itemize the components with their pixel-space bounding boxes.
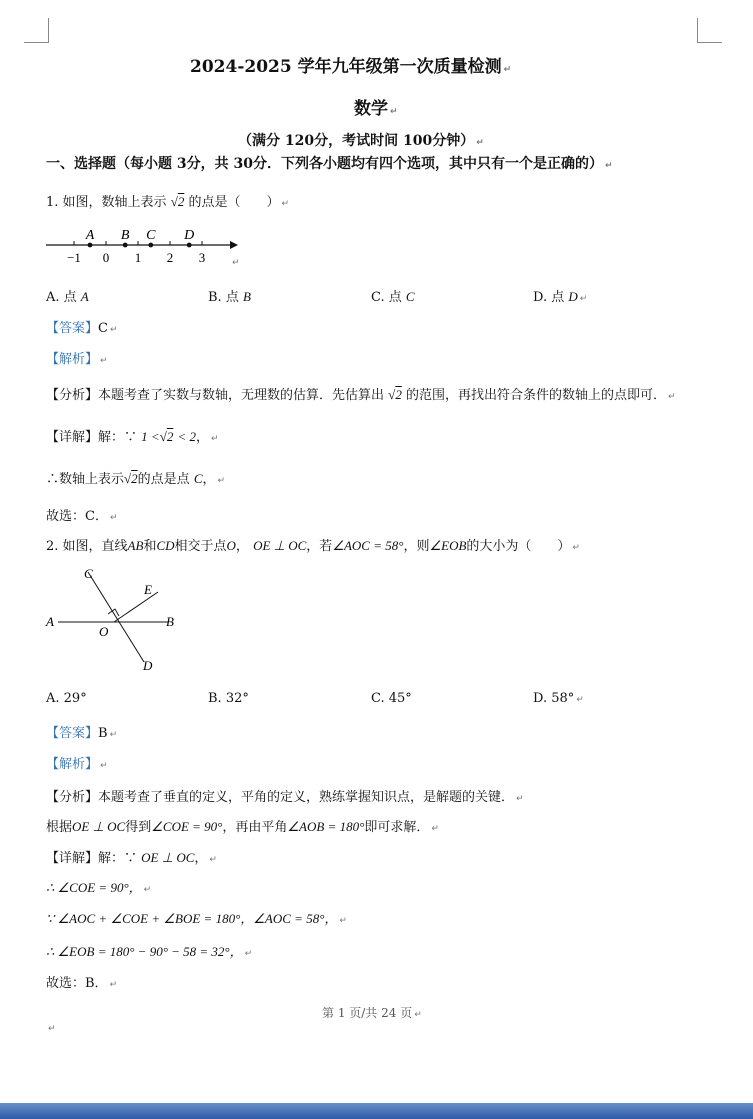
q1-option-d: D. 点 D ↵: [533, 289, 588, 305]
q2-step2: ∵ ∠AOC + ∠COE + ∠BOE = 180°，∠AOC = 58°， ↵: [46, 911, 347, 926]
tick-label: −1: [67, 250, 81, 265]
section-heading: 一、选择题（每小题 3分，共 30分．下列各小题均有四个选项，其中只有一个是正确的） ↵: [46, 156, 613, 172]
q2-option-d: D. 58° ↵: [533, 691, 584, 706]
q2-step1: ∴ ∠COE = 90°， ↵: [46, 880, 152, 895]
q1-conclusion: ∴数轴上表示√2的点是点 C， ↵: [46, 471, 226, 487]
exam-note: （满分 120分，考试时间 100分钟） ↵: [238, 133, 484, 149]
point-label-d: D: [184, 228, 195, 243]
q2-fenxi: 【分析】本题考查了垂直的定义，平角的定义，熟练掌握知识点，是解题的关键． ↵: [46, 790, 524, 805]
label-a: A: [46, 614, 54, 629]
point-label-b: B: [120, 228, 130, 243]
number-line-figure: [44, 224, 244, 270]
q1-fenxi: 【分析】本题考查了实数与数轴，无理数的估算．先估算出 √2 的范围，再找出符合条件的数轴上的点即可． ↵: [46, 387, 676, 403]
crop-mark-top-left: [24, 18, 49, 43]
point-dot-d: [187, 243, 192, 248]
label-o: O: [99, 624, 109, 639]
label-b: B: [166, 614, 174, 629]
q2-option-b: B. 32°: [208, 691, 249, 706]
exam-title: 2024-2025 学年九年级第一次质量检测 ↵: [190, 57, 512, 77]
tick-label: 3: [198, 250, 206, 265]
q1-option-c: C. 点 C: [371, 289, 415, 305]
q2-choice: 故选：B． ↵: [46, 976, 118, 991]
tick-label: 2: [166, 250, 174, 265]
q1-option-b: B. 点 B: [208, 289, 251, 305]
q1-choice: 故选：C． ↵: [46, 509, 118, 524]
page-footer: 第 1 页/共 24 页 ↵: [322, 1006, 422, 1020]
q1-detail: 【详解】解：∵ 1 <√2 < 2， ↵: [46, 429, 219, 445]
q2-fenxi-line2: 根据OE ⊥ OC得到∠COE = 90°，再由平角∠AOB = 180°即可求解． ↵: [46, 819, 439, 835]
q2-stem: 2. 如图，直线AB和CD相交于点O， OE ⊥ OC，若∠AOC = 58°，则∠EOB的大小为（ ） ↵: [46, 538, 580, 554]
q2-detail: 【详解】解：∵ OE ⊥ OC， ↵: [46, 850, 217, 866]
point-dot-a: [88, 243, 93, 248]
q2-step3: ∴ ∠EOB = 180° − 90° − 58 = 32°， ↵: [46, 944, 253, 959]
q1-analysis-tag: 【解析】 ↵: [46, 352, 108, 367]
tick-label: 0: [102, 250, 110, 265]
label-d: D: [143, 658, 153, 673]
sqrt-symbol: √2: [170, 194, 185, 209]
q2-option-c: C. 45°: [371, 691, 412, 706]
q1-answer: 【答案】C ↵: [46, 321, 118, 336]
trailing-return-mark: ↵: [48, 1024, 56, 1034]
point-dot-b: [123, 243, 128, 248]
figure-return-mark: ↵: [232, 258, 240, 268]
point-label-a: A: [85, 228, 95, 243]
window-bottom-bar: [0, 1103, 753, 1119]
q1-stem: 1. 如图，数轴上表示 √2 的点是（ ） ↵: [46, 194, 290, 210]
subject-title: 数学 ↵: [354, 99, 398, 119]
label-c: C: [84, 566, 93, 581]
q2-analysis-tag: 【解析】 ↵: [46, 757, 108, 772]
intersecting-lines-figure: [44, 562, 194, 678]
q1-option-a: A. 点 A: [46, 289, 89, 305]
point-dot-c: [148, 243, 153, 248]
q2-answer: 【答案】B ↵: [46, 726, 118, 741]
point-label-c: C: [146, 228, 156, 243]
label-e: E: [144, 582, 152, 597]
crop-mark-top-right: [697, 18, 722, 43]
tick-label: 1: [134, 250, 142, 265]
q2-option-a: A. 29°: [46, 691, 87, 706]
line-cd: [88, 572, 144, 662]
